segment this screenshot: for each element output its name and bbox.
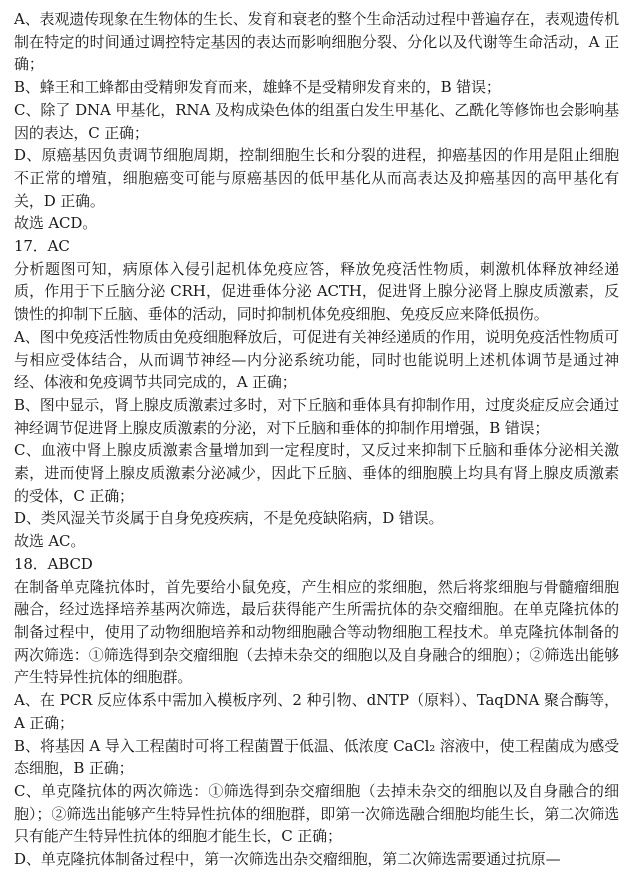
paragraph-option-b: B、蜂王和工蜂都由受精卵发育而来，雄蜂不是受精卵发育来的，B 错误； <box>14 78 501 97</box>
paragraph-option-a: A、表观遗传现象在生物体的生长、发育和衰老的整个生命活动过程中普遍存在，表观遗传机制在特定的时间通过调控特定基因的表达而影响细胞分裂、分化以及代谢等生命活动，A 正确； <box>14 10 619 74</box>
paragraph-option-a: A、在 PCR 反应体系中需加入模板序列、2 种引物、dNTP（原料）、TaqDNA 聚合酶等，A 正确； <box>14 691 619 732</box>
paragraph-option-d: D、原癌基因负责调节细胞周期，控制细胞生长和分裂的进程，抑癌基因的作用是阻止细胞不正常的增殖，细胞癌变可能与原癌基因的低甲基化从而高表达及抑癌基因的高甲基化有关，D 正确。 <box>14 146 619 210</box>
paragraph-option-d: D、单克隆抗体制备过程中，第一次筛选出杂交瘤细胞，第二次筛选需要通过抗原— <box>14 850 561 869</box>
answer-conclusion: 故选 AC。 <box>14 532 86 551</box>
paragraph-option-b: B、将基因 A 导入工程菌时可将工程菌置于低温、低浓度 CaCl₂ 溶液中，使工程菌成为感受态细胞，B 正确； <box>14 736 619 778</box>
analysis-paragraph-18: 在制备单克隆抗体时，首先要给小鼠免疫，产生相应的浆细胞，然后将浆细胞与骨髓瘤细胞融合，经过选择培养基两次筛选，最后获得能产生所需抗体的杂交瘤细胞。在单克隆抗体的制备过程中，使用了动物细胞培养和动物细胞融合等动物细胞工程技术。单克隆抗体制备的两次筛选：①筛选得到杂交瘤细胞（去掉未杂交的细胞以及自身融合的细胞）；②筛选出能够产生特异性抗体的细胞群。 <box>14 577 619 687</box>
paragraph-option-c: C、血液中肾上腺皮质激素含量增加到一定程度时，又反过来抑制下丘脑和垂体分泌相关激素，进而使肾上腺皮质激素分泌减少，因此下丘脑、垂体的细胞膜上均具有肾上腺皮质激素的受体，C 正确； <box>14 441 619 505</box>
paragraph-option-c: C、除了 DNA 甲基化，RNA 及构成染色体的组蛋白发生甲基化、乙酰化等修饰也会影响基因的表达，C 正确； <box>14 100 619 142</box>
paragraph-option-b: B、图中显示，肾上腺皮质激素过多时，对下丘脑和垂体具有抑制作用，过度炎症反应会通过神经调节促进肾上腺皮质激素的分泌，对下丘脑和垂体的抑制作用增强，B 错误； <box>14 395 619 437</box>
answer-conclusion: 故选 ACD。 <box>14 214 98 233</box>
question-heading-18: 18．ABCD <box>14 554 93 573</box>
paragraph-option-a: A、图中免疫活性物质由免疫细胞释放后，可促进有关神经递质的作用，说明免疫活性物质可与相应受体结合，从而调节神经—内分泌系统功能，同时也能说明上述机体调节是通过神经、体液和免疫调节共同完成的，A 正确； <box>14 327 619 392</box>
paragraph-option-c: C、单克隆抗体的两次筛选：①筛选得到杂交瘤细胞（去掉未杂交的细胞以及自身融合的细胞）；②筛选出能够产生特异性抗体的细胞群，即第一次筛选融合细胞均能生长，第二次筛选只有能产生特异性抗体的细胞才能生长，C 正确； <box>14 781 619 846</box>
paragraph-option-d: D、类风湿关节炎属于自身免疫疾病，不是免疫缺陷病，D 错误。 <box>14 509 444 528</box>
question-heading-17: 17．AC <box>14 237 70 256</box>
analysis-paragraph-17: 分析题图可知，病原体入侵引起机体免疫应答，释放免疫活性物质，刺激机体释放神经递质，作用于下丘脑分泌 CRH，促进垂体分泌 ACTH，促进肾上腺分泌肾上腺皮质激素，反馈性的抑制下丘脑、垂体的活动，同时抑制机体免疫细胞、免疫反应来降低损伤。 <box>14 259 619 324</box>
